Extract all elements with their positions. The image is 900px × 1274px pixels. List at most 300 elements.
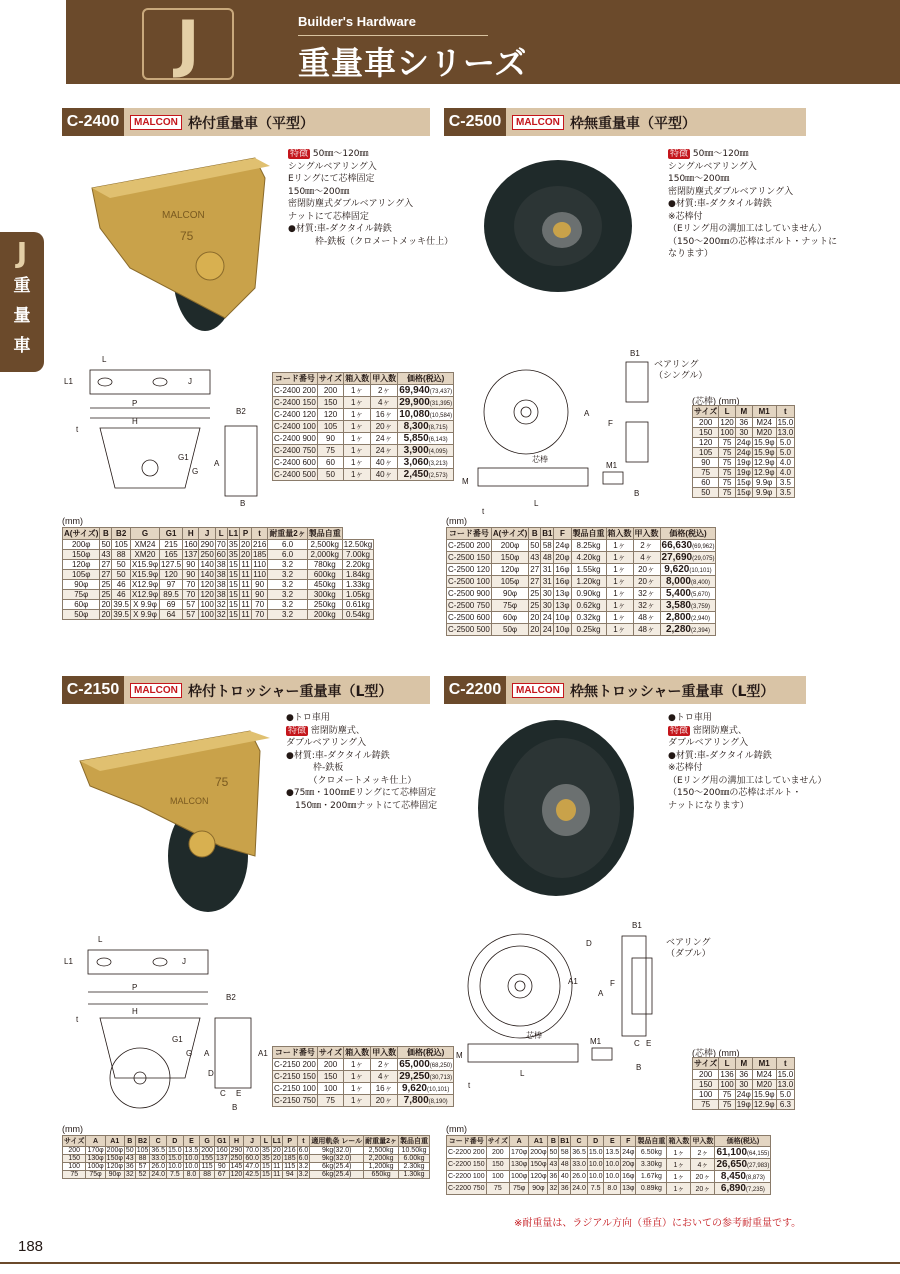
price-cell	[715, 1147, 771, 1159]
table-cell: 1ヶ	[606, 540, 633, 552]
bearing-label: ベアリング （シングル）	[654, 360, 708, 381]
price-cell	[398, 1059, 454, 1071]
table-cell: 19φ	[736, 1100, 751, 1109]
table-cell: 20	[530, 625, 540, 634]
dim-label: L	[534, 499, 539, 508]
column-header: コード番号	[273, 373, 318, 385]
table-cell: C-2500 600	[448, 613, 490, 622]
section-header-c2200	[444, 676, 806, 704]
table-row	[693, 438, 795, 448]
table-cell: 57	[183, 610, 199, 620]
table-cell: 52	[135, 1171, 150, 1179]
table-cell: 105	[693, 448, 719, 458]
table-cell: 50	[530, 541, 540, 550]
table-cell: 11	[241, 610, 250, 619]
unit-label: (mm)	[446, 1124, 467, 1134]
table-cell: 1ヶ	[667, 1183, 691, 1195]
table-cell: 160	[215, 1147, 228, 1154]
table-cell: 89.5	[160, 590, 183, 600]
table-cell: XM20	[130, 550, 159, 560]
table-cell: 120	[160, 570, 183, 580]
table-row	[273, 1095, 454, 1107]
table-cell: 12.9φ	[753, 1100, 775, 1109]
table-cell: C-2400 150	[274, 398, 316, 407]
feature-text: 50㎜〜120㎜ シングルベアリング入 150㎜〜200㎜ 密閉防塵式ダブルベアリング入 ●材質:車-ダクタイル鋳鉄 ※芯棒付 （Eリング用の溝加工はしていません） （150〜200㎜の芯棒はボルト・ナットに なります）	[668, 149, 838, 259]
table-cell: 35	[261, 1155, 270, 1162]
table-cell: 6kg(25.4)	[310, 1163, 364, 1171]
column-header: 甲入数	[372, 1048, 397, 1057]
price-cell	[398, 433, 454, 445]
dim-label: t	[482, 507, 485, 516]
table-cell: C-2500 120	[448, 565, 490, 574]
footnote: ※耐重量は、ラジアル方向（垂直）においての参考耐重量です。	[514, 1218, 802, 1229]
table-cell: 35	[261, 1147, 270, 1154]
table-cell: 1ヶ	[344, 1083, 371, 1095]
table-cell: 15	[261, 1163, 270, 1170]
feature-text: 密閉防塵式、 ダブルベアリング入 ●材質:車-ダクタイル鋳鉄 ※芯棒付 （Eリング用の溝加工はしていません） （150〜200㎜の芯棒はボルト・ ナットになります）	[668, 725, 827, 811]
table-cell: 15	[228, 600, 238, 609]
table-row	[63, 1163, 430, 1171]
column-header: コード番号	[447, 528, 492, 540]
table-cell: 35	[228, 550, 238, 559]
table-cell: 46	[112, 590, 131, 600]
table-cell: C-2500 100	[448, 577, 490, 586]
price-value: 2,800	[665, 612, 691, 623]
table-cell: 12.50kg	[343, 540, 373, 549]
header-divider	[298, 35, 488, 36]
table-cell: 75	[693, 1100, 719, 1110]
table-cell: C-2150 750	[274, 1096, 316, 1105]
table-cell: 650kg	[364, 1171, 399, 1179]
table-cell: 16φ	[621, 1171, 636, 1183]
table-cell: 130φ	[87, 1155, 104, 1162]
table-cell: 15	[228, 590, 238, 599]
table-cell: 24φ	[736, 448, 751, 457]
table-cell: 15	[228, 580, 238, 589]
table-cell: 24.0	[151, 1171, 165, 1178]
table-cell: 24φ	[736, 1090, 751, 1099]
table-cell: 1ヶ	[344, 1059, 371, 1071]
table-cell: 1ヶ	[344, 457, 371, 469]
column-header: 適用軌条 レール	[310, 1136, 364, 1147]
table-cell: 40ヶ	[371, 457, 398, 469]
table-header-row	[273, 1047, 454, 1059]
product-code: C-2200	[444, 676, 506, 704]
column-header: B	[529, 528, 541, 540]
price-cell	[715, 1183, 771, 1195]
feature-pre: ●トロ車用	[286, 713, 330, 723]
table-row	[447, 540, 716, 552]
price-cell	[660, 624, 716, 636]
table-cell: 10φ	[555, 613, 570, 622]
table-cell: 1ヶ	[667, 1147, 691, 1159]
table-cell: 3.2	[298, 1163, 309, 1170]
column-header: C	[571, 1136, 588, 1147]
page-title: 重量車シリーズ	[298, 44, 528, 82]
column-header: E	[183, 1136, 200, 1147]
table-cell: 105φ	[63, 570, 100, 580]
price-tax-included: (73,437)	[429, 389, 453, 395]
table-cell: 50	[693, 488, 719, 498]
price-cell	[398, 1095, 454, 1107]
table-cell: 16ヶ	[371, 1083, 398, 1095]
side-index-tab[interactable]	[0, 232, 44, 372]
table-cell: 0.90kg	[571, 588, 606, 600]
table-cell: 1ヶ	[344, 1071, 371, 1083]
column-header: M1	[752, 406, 776, 418]
column-header: 耐重量2ヶ	[364, 1136, 399, 1147]
table-row	[63, 600, 374, 610]
table-cell: 24ヶ	[371, 445, 398, 457]
column-header: M	[735, 1058, 752, 1070]
dim-label: M1	[606, 461, 618, 470]
column-header: D	[587, 1136, 604, 1147]
table-cell: 1.30kg	[399, 1171, 430, 1179]
unit-label: (mm)	[62, 1124, 83, 1134]
table-cell: 216	[252, 540, 267, 549]
column-header: B	[124, 1136, 135, 1147]
price-cell	[398, 1083, 454, 1095]
table-cell: 13φ	[555, 601, 570, 610]
table-cell: 3.2	[268, 580, 307, 590]
table-cell: 0.32kg	[571, 612, 606, 624]
price-tax-included: (5,670)	[691, 592, 711, 598]
drawing-c2200	[456, 918, 696, 1118]
table-header-row	[447, 1136, 771, 1147]
column-header: 箱入数	[345, 1048, 370, 1057]
column-header: B2	[135, 1136, 150, 1147]
price-value: 69,940	[399, 385, 430, 396]
category-letter: J	[142, 8, 234, 80]
table-cell: 15.9φ	[753, 438, 775, 447]
table-cell: 25	[101, 580, 111, 589]
table-cell: C-2200 100	[447, 1171, 487, 1183]
table-cell: 48	[559, 1159, 571, 1171]
column-header: 価格(税込)	[660, 528, 716, 540]
table-cell: M24	[752, 1070, 776, 1080]
column-header: L	[719, 406, 735, 418]
table-cell: 75	[719, 448, 735, 458]
dim-label: t	[468, 1081, 471, 1090]
table-cell: 88	[135, 1155, 150, 1163]
table-cell: 57	[183, 600, 199, 610]
column-header: G1	[160, 528, 183, 540]
table-cell: C-2400 120	[274, 410, 316, 419]
table-cell: 250kg	[307, 600, 342, 610]
dim-label: A	[204, 1049, 210, 1058]
table-cell: 70	[183, 590, 199, 600]
dimension-table-c2400	[62, 527, 374, 620]
table-cell: 170φ	[87, 1147, 104, 1154]
table-cell: 6.50kg	[636, 1147, 667, 1159]
table-row	[693, 478, 795, 488]
table-cell: 15.9φ	[753, 1090, 775, 1099]
table-cell: 11	[273, 1163, 281, 1170]
table-cell: 36	[559, 1183, 571, 1195]
dim-label: D	[208, 1069, 214, 1078]
column-header: B2	[112, 528, 131, 540]
core-table-c2200	[692, 1057, 795, 1110]
table-cell: 13φ	[555, 589, 570, 598]
table-cell: 36	[548, 1171, 559, 1183]
table-cell: 16φ	[555, 565, 570, 574]
column-header: A(サイズ)	[492, 529, 528, 538]
table-row	[447, 1171, 771, 1183]
table-cell: 1.33kg	[342, 580, 373, 590]
dim-label: L1	[64, 377, 73, 386]
table-cell: 4ヶ	[371, 397, 398, 409]
plate-size-text: 75	[215, 775, 229, 789]
brand-logo: MALCON	[130, 115, 182, 130]
column-header: サイズ	[694, 407, 718, 416]
price-value: 3,900	[403, 445, 429, 456]
table-row	[447, 1159, 771, 1171]
main-table-c2200	[446, 1135, 771, 1195]
feature-text: 50㎜〜120㎜ シングルベアリング入 Eリングにて芯棒固定 150㎜〜200㎜ 密閉防塵式ダブルベアリング入 ナットにて芯棒固定 ●材質:車-ダクタイル鋳鉄 枠-鉄板（クロメートメッキ仕上）	[288, 149, 454, 247]
table-cell: C-2400 900	[274, 434, 316, 443]
dim-label: G	[192, 467, 199, 476]
table-cell: 100	[200, 610, 214, 619]
table-row	[447, 588, 716, 600]
table-cell: 300kg	[307, 590, 342, 600]
column-header: サイズ	[318, 374, 343, 383]
table-cell: 105	[136, 1147, 149, 1154]
price-cell	[660, 552, 716, 564]
table-header-row	[447, 528, 716, 540]
table-cell: 15.0	[168, 1155, 182, 1162]
table-cell: 58	[559, 1147, 571, 1159]
dim-label: E	[236, 1089, 242, 1098]
column-header: B1	[542, 529, 553, 538]
column-header: L	[260, 1136, 271, 1147]
feature-tag: 特徴	[288, 725, 307, 736]
table-cell: 15	[228, 560, 238, 569]
table-cell: 20	[272, 1147, 281, 1154]
table-cell: 11	[241, 570, 250, 579]
brand-logo: MALCON	[130, 683, 182, 698]
dim-label: J	[182, 957, 186, 966]
price-value: 9,620	[401, 1083, 427, 1094]
table-row	[63, 1171, 430, 1179]
table-cell: 42.5	[245, 1171, 259, 1178]
table-cell: 90	[183, 570, 199, 580]
price-tax-included: (31,395)	[429, 401, 453, 407]
table-row	[447, 552, 716, 564]
dim-label: H	[132, 1007, 138, 1016]
table-cell: 0.54kg	[342, 610, 373, 620]
table-row	[693, 468, 795, 478]
price-value: 10,080	[399, 409, 430, 420]
price-tax-included: (64,155)	[747, 1151, 770, 1157]
product-name: 枠付重量車（平型）	[188, 116, 314, 132]
dim-label: M1	[590, 1037, 602, 1046]
price-tax-included: (10,584)	[429, 413, 453, 419]
table-cell: 2.30kg	[399, 1163, 430, 1171]
table-cell: 33.0	[151, 1155, 165, 1162]
header-subtitle: Builder's Hardware	[298, 14, 416, 29]
dim-label: C	[634, 1039, 640, 1048]
table-cell: 6.0	[268, 540, 307, 550]
table-cell: 30	[541, 588, 554, 600]
table-cell: 1.84kg	[342, 570, 373, 580]
feature-list-c2150	[286, 712, 437, 812]
price-tax-included: (10,101)	[427, 1087, 450, 1093]
column-header: 耐重量2ヶ	[269, 529, 306, 538]
table-cell: 100	[720, 428, 734, 437]
bearing-label: ベアリング （ダブル）	[666, 938, 711, 959]
table-cell: 24φ	[621, 1147, 636, 1159]
table-cell: 19φ	[736, 468, 751, 477]
table-cell: 9.9φ	[752, 478, 776, 488]
table-cell: 100φ	[87, 1163, 104, 1170]
table-cell: 70.0	[245, 1147, 259, 1154]
table-cell: 9kg(32.0)	[310, 1147, 364, 1155]
table-cell: C-2150 200	[274, 1060, 316, 1069]
table-cell: 36	[735, 1070, 752, 1080]
column-header: L	[719, 1058, 735, 1070]
table-cell: 10.0	[168, 1163, 182, 1170]
table-cell: 1ヶ	[344, 397, 371, 409]
table-cell: 26.0	[151, 1163, 165, 1170]
table-cell: 2,200kg	[364, 1155, 399, 1163]
table-cell: 75	[63, 1171, 86, 1179]
table-cell: 7.00kg	[342, 550, 373, 560]
table-cell: 200φ	[529, 1147, 548, 1159]
table-cell: 4ヶ	[633, 552, 660, 564]
table-cell: 60φ	[491, 612, 528, 624]
table-cell: 75	[719, 458, 735, 468]
price-tax-included: (27,983)	[747, 1163, 770, 1169]
table-cell: 30	[541, 600, 554, 612]
column-header: 箱入数	[607, 529, 632, 538]
table-header-row	[63, 528, 374, 540]
table-cell: 90φ	[105, 1171, 124, 1179]
table-cell: 4.0	[776, 468, 795, 478]
table-cell: 150φ	[106, 1155, 123, 1162]
table-row	[63, 1147, 430, 1155]
table-cell: 3.2	[268, 590, 307, 600]
table-cell: 90	[251, 590, 267, 600]
dim-label: B	[634, 489, 640, 498]
column-header: 価格(税込)	[715, 1136, 771, 1147]
table-cell: 4.20kg	[571, 552, 606, 564]
price-value: 6,890	[720, 1183, 746, 1194]
table-cell: 140	[200, 560, 214, 569]
table-cell: 15	[228, 610, 238, 619]
table-cell: 90φ	[491, 588, 528, 600]
drawing-c2150	[60, 928, 272, 1118]
table-row	[273, 457, 454, 469]
table-cell: 15.9φ	[753, 448, 775, 457]
table-cell: 6.0	[268, 550, 307, 560]
column-header: 価格(税込)	[398, 373, 454, 385]
dim-label: B	[636, 1063, 642, 1072]
table-cell: 36	[125, 1163, 134, 1170]
table-cell: 32	[548, 1183, 559, 1195]
table-cell: 50	[101, 540, 111, 549]
column-header: コード番号	[447, 1136, 487, 1147]
table-cell: 450kg	[307, 580, 342, 590]
table-cell: 15φ	[736, 488, 751, 497]
dim-label: t	[76, 1015, 79, 1024]
price-cell	[398, 457, 454, 469]
table-cell: 3.30kg	[636, 1159, 667, 1171]
column-header: M1	[752, 1058, 776, 1070]
table-cell: 1.67kg	[636, 1171, 667, 1183]
table-cell: 137	[184, 550, 198, 559]
column-header: A1	[529, 1136, 548, 1147]
price-tax-included: (6,143)	[428, 437, 448, 443]
price-value: 2,280	[665, 624, 691, 635]
table-cell: 150	[63, 1155, 86, 1163]
table-cell: 0.61kg	[342, 600, 373, 610]
table-cell: 9.9φ	[752, 488, 776, 498]
page-header	[66, 0, 900, 84]
table-cell: 38	[216, 580, 226, 589]
table-cell: 3.2	[268, 570, 307, 580]
table-cell: 6.0	[298, 1147, 309, 1154]
table-cell: 11	[273, 1171, 281, 1178]
table-cell: 32	[125, 1171, 134, 1178]
table-cell: C-2400 200	[274, 386, 316, 395]
section-header-c2400	[62, 108, 430, 136]
unit-label: (mm)	[446, 516, 467, 526]
table-cell: 150	[486, 1159, 509, 1171]
table-cell: 137	[215, 1155, 228, 1162]
table-cell: 1ヶ	[344, 385, 371, 397]
table-row	[63, 580, 374, 590]
price-tax-included: (69,962)	[692, 544, 715, 550]
column-header: t	[776, 406, 795, 418]
dim-label: H	[132, 417, 138, 426]
table-cell: 43	[101, 550, 111, 559]
core-unit-label: (芯棒) (mm)	[692, 396, 740, 406]
table-cell: 10.0	[184, 1163, 199, 1170]
table-cell: 60.0	[245, 1155, 259, 1162]
table-cell: C-2400 100	[274, 422, 316, 431]
table-cell: 120	[693, 438, 719, 448]
table-row	[447, 564, 716, 576]
price-cell	[398, 397, 454, 409]
table-cell: 75	[719, 478, 735, 488]
table-cell: 39.5	[113, 610, 129, 619]
feature-list-c2500	[668, 148, 837, 261]
column-header: H	[229, 1136, 244, 1147]
table-cell: 27	[101, 570, 111, 579]
table-row	[273, 469, 454, 481]
table-cell: 105	[317, 421, 343, 433]
column-header: A	[86, 1136, 105, 1147]
table-cell: 48ヶ	[633, 624, 660, 636]
table-cell: 90φ	[63, 580, 100, 590]
table-cell: 43	[125, 1155, 134, 1162]
table-cell: 10.0	[587, 1171, 604, 1183]
section-header-c2150	[62, 676, 430, 704]
table-cell: 47.0	[245, 1163, 259, 1170]
table-cell: 1ヶ	[606, 612, 633, 624]
table-cell: 88	[200, 1171, 215, 1179]
table-cell: 100φ	[510, 1171, 529, 1183]
column-header: G	[130, 528, 159, 540]
dim-label: G1	[172, 1035, 183, 1044]
table-cell: 20ヶ	[371, 1095, 398, 1107]
table-cell: 70	[216, 540, 226, 549]
table-cell: 20ヶ	[691, 1183, 715, 1195]
table-cell: 1ヶ	[667, 1159, 691, 1171]
table-cell: C-2200 200	[447, 1147, 487, 1159]
table-cell: 200	[201, 1147, 213, 1154]
table-row	[63, 610, 374, 620]
